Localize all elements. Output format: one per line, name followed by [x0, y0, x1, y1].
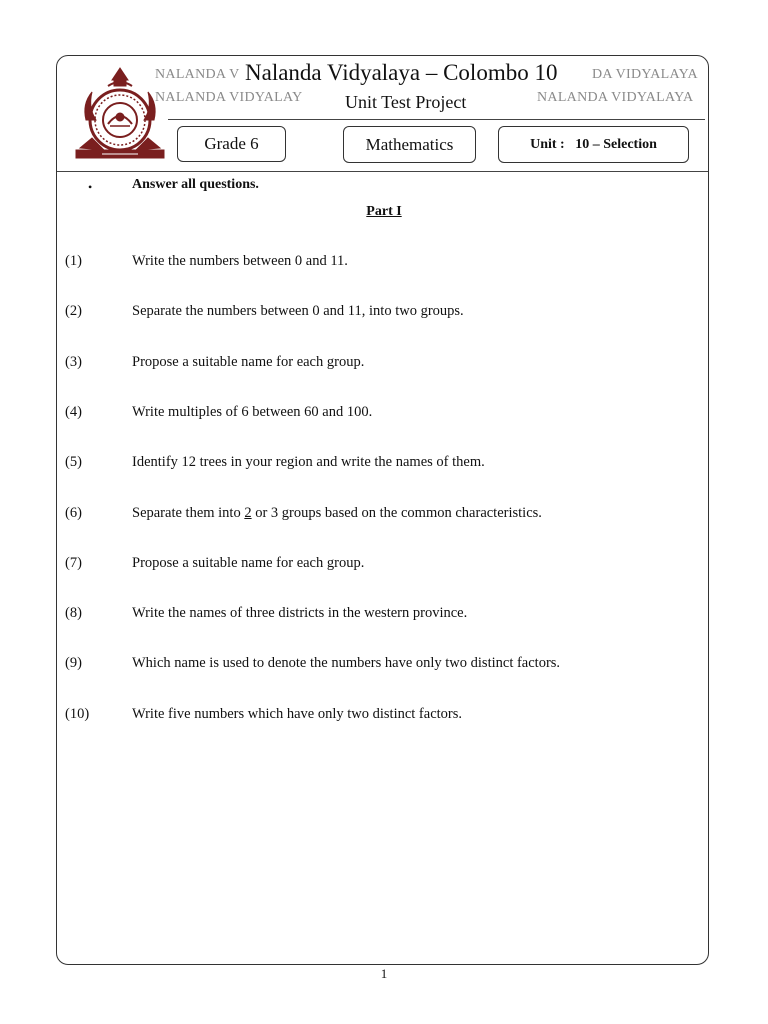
question-number: (9) [65, 655, 82, 671]
watermark-text: NALANDA VIDYALAYA [537, 90, 694, 105]
grade-box [177, 126, 286, 162]
question-text-part: Separate the numbers between 0 and 11, into two groups. [132, 303, 464, 319]
question-number: (7) [65, 555, 82, 571]
unit-label: Unit : [530, 136, 565, 152]
question-text [132, 303, 464, 320]
question-number: (4) [65, 404, 82, 420]
question-text [132, 454, 485, 471]
part-title: Part I [366, 204, 402, 219]
project-title: Unit Test Project [345, 92, 467, 112]
question-text-part: Write multiples of 6 between 60 and 100. [132, 404, 373, 420]
header-bottom-divider [57, 171, 708, 172]
question-text [132, 354, 364, 371]
question-text-part: Identify 12 trees in your region and write the names of them. [132, 454, 485, 470]
unit-value: 10 – Selection [575, 136, 657, 152]
question-number: (1) [65, 253, 82, 269]
question-text-part: Propose a suitable name for each group. [132, 354, 365, 370]
bullet-icon: • [88, 180, 93, 194]
school-name: Nalanda Vidyalaya – Colombo 10 [245, 60, 558, 85]
watermark-text: NALANDA V [155, 67, 240, 82]
underlined-number: 2 [244, 505, 252, 521]
page-number: 1 [380, 966, 388, 981]
question-text [132, 253, 348, 270]
question-text [132, 655, 560, 672]
grade-label: Grade 6 [204, 134, 259, 153]
question-number: (5) [65, 454, 82, 470]
question-number: (10) [65, 706, 90, 722]
unit-box [498, 126, 689, 163]
question-text-part: Write five numbers which have only two distinct factors. [132, 706, 463, 722]
question-text [132, 505, 542, 522]
question-text [132, 706, 462, 723]
watermark-text: DA VIDYALAYA [592, 67, 698, 82]
question-number: (6) [65, 505, 82, 521]
question-text [132, 555, 364, 572]
question-text-part: Write the names of three districts in the western province. [132, 605, 468, 621]
question-number: (2) [65, 303, 82, 319]
school-crest-icon [72, 64, 168, 162]
question-text [132, 605, 467, 622]
question-text [132, 404, 372, 421]
question-text-part: Which name is used to denote the numbers have only two distinct factors. [132, 655, 561, 671]
question-number: (3) [65, 354, 82, 370]
question-text-part: Write the numbers between 0 and 11. [132, 253, 348, 269]
instruction-text: Answer all questions. [132, 177, 259, 192]
subject-label: Mathematics [365, 134, 454, 154]
question-text-part: Propose a suitable name for each group. [132, 555, 365, 571]
question-text-part: Separate them into [132, 505, 245, 521]
watermark-text: NALANDA VIDYALAY [155, 90, 303, 105]
header-divider [168, 119, 705, 120]
subject-box [343, 126, 476, 163]
question-number: (8) [65, 605, 82, 621]
question-text-part: or 3 groups based on the common characteristics. [251, 505, 542, 521]
